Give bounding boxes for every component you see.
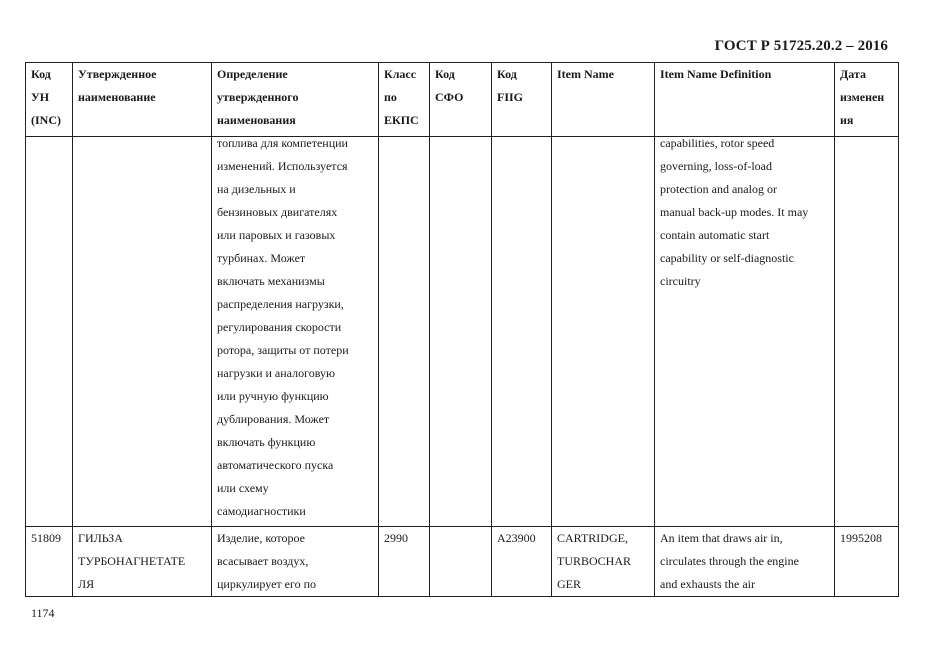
col-header-approved-name: Утвержденное наименование bbox=[73, 63, 212, 137]
cell-item-name-definition bbox=[655, 137, 835, 527]
cell-approved-name bbox=[73, 137, 212, 527]
cell-ekps-class bbox=[379, 137, 430, 527]
document-standard-header: ГОСТ Р 51725.20.2 – 2016 bbox=[714, 38, 888, 54]
col-header-item-name: Item Name bbox=[552, 63, 655, 137]
cell-definition-ru bbox=[212, 137, 379, 527]
cell-inc: 51809 bbox=[26, 527, 73, 597]
cell-change-date: 1995208 bbox=[835, 527, 899, 597]
cell-ekps-class: 2990 bbox=[379, 527, 430, 597]
cell-definition-ru: Изделие, которое всасывает воздух, циркулирует его по bbox=[212, 527, 379, 597]
header-row bbox=[26, 63, 899, 137]
cell-item-name-definition: An item that draws air in, circulates through the engine and exhausts the air bbox=[655, 527, 835, 597]
cell-fiig-code: A23900 bbox=[492, 527, 552, 597]
cell-fiig-code bbox=[492, 137, 552, 527]
col-header-change-date: Дата изменен ия bbox=[835, 63, 899, 137]
cell-item-name: CARTRIDGE, TURBOCHAR GER bbox=[552, 527, 655, 597]
cell-sfo-code bbox=[430, 137, 492, 527]
col-header-ekps-class: Класс по ЕКПС bbox=[379, 63, 430, 137]
col-header-inc: Код УН (INC) bbox=[26, 63, 73, 137]
cell-item-name-definition-text: capabilities, rotor speed governing, loss-of-load protection and analog or manual back-up modes. It may contain automatic start capability or self-diagnostic circuitry bbox=[660, 136, 809, 288]
cell-approved-name: ГИЛЬЗА ТУРБОНАГНЕТАТЕ ЛЯ bbox=[73, 527, 212, 597]
col-header-item-name-definition: Item Name Definition bbox=[655, 63, 835, 137]
table-header bbox=[26, 63, 899, 137]
gost-classification-table bbox=[25, 62, 899, 597]
table-row-entry bbox=[26, 527, 899, 597]
page-number: 1174 bbox=[31, 606, 55, 620]
col-header-definition: Определение утвержденного наименования bbox=[212, 63, 379, 137]
cell-item-name bbox=[552, 137, 655, 527]
cell-inc bbox=[26, 137, 73, 527]
cell-change-date bbox=[835, 137, 899, 527]
cell-sfo-code bbox=[430, 527, 492, 597]
col-header-fiig-code: Код FIIG bbox=[492, 63, 552, 137]
col-header-sfo-code: Код СФО bbox=[430, 63, 492, 137]
table-row-continuation bbox=[26, 137, 899, 527]
cell-definition-ru-text: топлива для компетенции изменений. Используется на дизельных и бензиновых двигателях или паровых и газовых турбинах. Может включать механизмы распределения нагрузки, регулирования скорости ротора, защиты от потери нагрузки и аналоговую или ручную функцию дублирования. Может включать функцию автоматического пуска или схему самодиагностики bbox=[217, 136, 349, 518]
